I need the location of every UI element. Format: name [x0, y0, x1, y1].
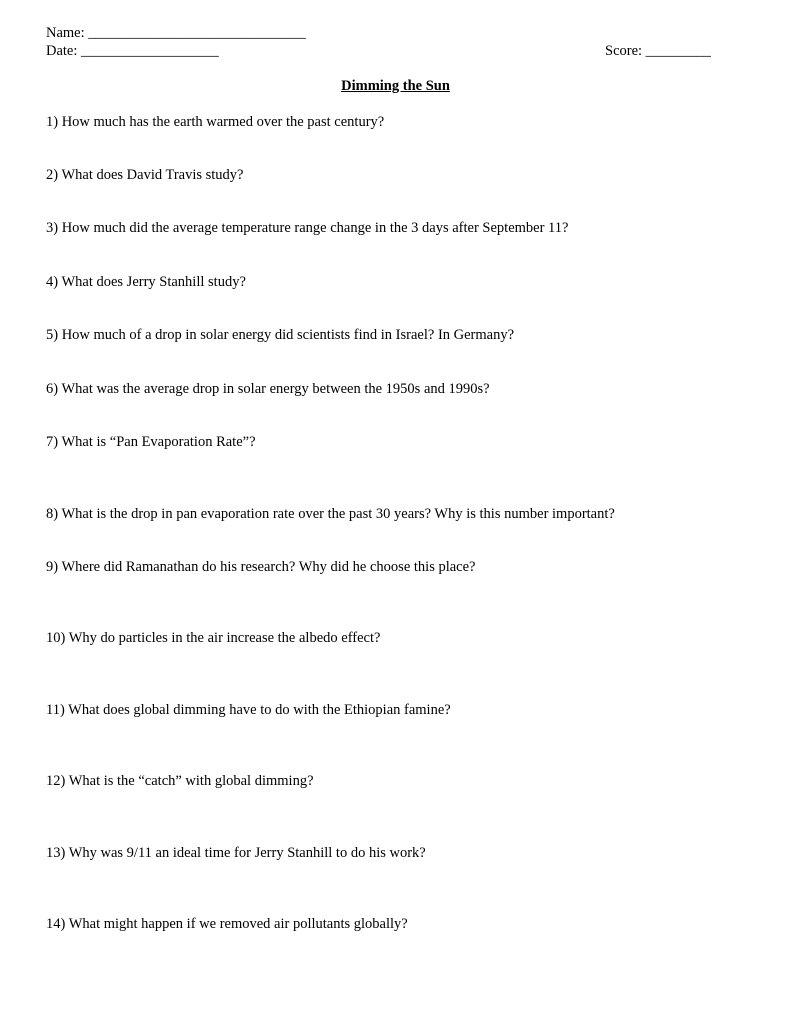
question-9: 9) Where did Ramanathan do his research? Why did he choose this place? [46, 559, 476, 575]
question-8: 8) What is the drop in pan evaporation rate over the past 30 years? Why is this number important? [46, 506, 615, 522]
question-2: 2) What does David Travis study? [46, 167, 244, 183]
name-field[interactable]: Name: ______________________________ [46, 25, 306, 41]
question-13: 13) Why was 9/11 an ideal time for Jerry Stanhill to do his work? [46, 845, 426, 861]
question-5: 5) How much of a drop in solar energy did scientists find in Israel? In Germany? [46, 327, 515, 343]
question-1: 1) How much has the earth warmed over the past century? [46, 114, 385, 130]
question-14: 14) What might happen if we removed air pollutants globally? [46, 916, 408, 932]
question-4: 4) What does Jerry Stanhill study? [46, 274, 246, 290]
score-field[interactable]: Score: _________ [605, 43, 711, 59]
question-3: 3) How much did the average temperature range change in the 3 days after September 11? [46, 220, 569, 236]
page-title: Dimming the Sun [341, 78, 450, 94]
date-field[interactable]: Date: ___________________ [46, 43, 219, 59]
question-6: 6) What was the average drop in solar energy between the 1950s and 1990s? [46, 381, 490, 397]
question-12: 12) What is the “catch” with global dimming? [46, 773, 314, 789]
question-10: 10) Why do particles in the air increase the albedo effect? [46, 630, 381, 646]
question-11: 11) What does global dimming have to do with the Ethiopian famine? [46, 702, 451, 718]
question-7: 7) What is “Pan Evaporation Rate”? [46, 434, 256, 450]
